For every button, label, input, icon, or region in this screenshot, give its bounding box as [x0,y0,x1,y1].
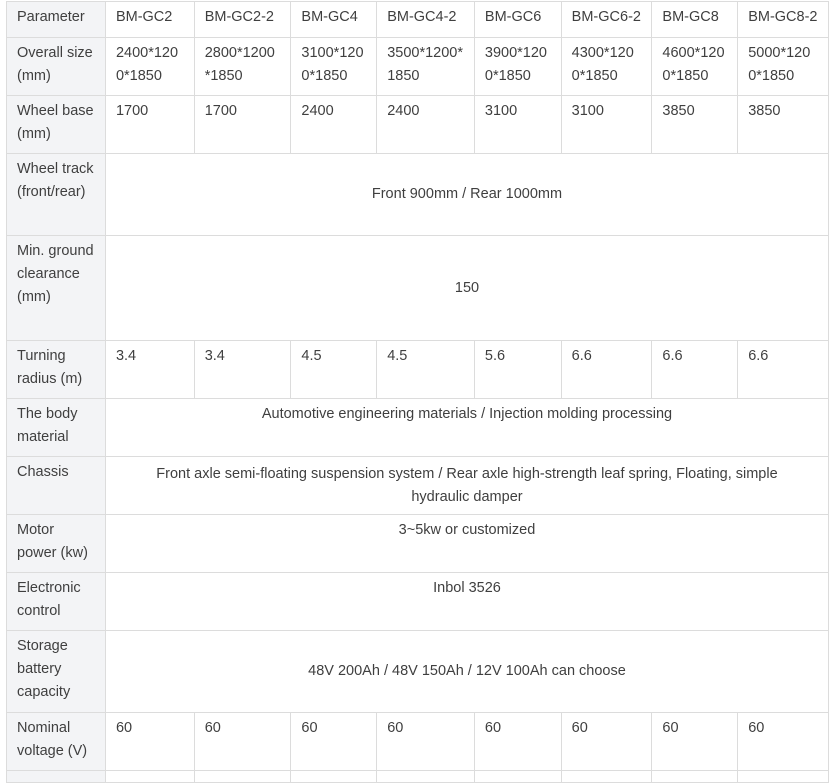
table-row-partial [7,771,829,783]
table-cell: 3850 [738,96,829,154]
table-cell: 5000*1200*1850 [738,38,829,96]
header-cell-model: BM-GC4 [291,2,377,38]
table-cell: 6.6 [652,341,738,399]
row-label: Min. ground clearance (mm) [7,236,106,341]
table-row-turning-radius [7,341,829,399]
table-cell: 1700 [105,96,194,154]
table-cell-merged: Front 900mm / Rear 1000mm [105,154,828,236]
table-cell-merged: Front axle semi-floating suspension system / Rear axle high-strength leaf spring, Floating, simple hydraulic damper [105,457,828,515]
row-label: Electronic control [7,573,106,631]
table-cell: 60 [652,713,738,771]
row-label: Wheel base (mm) [7,96,106,154]
row-label: Chassis [7,457,106,515]
row-label: Wheel track (front/rear) [7,154,106,236]
table-cell: 3100*1200*1850 [291,38,377,96]
row-label: Motor power (kw) [7,515,106,573]
table-row-motor-power [7,515,829,573]
table-cell: 1700 [194,96,291,154]
table-cell: 60 [377,713,475,771]
header-cell-model: BM-GC2-2 [194,2,291,38]
table-cell: 3900*1200*1850 [474,38,561,96]
table-cell: 3100 [561,96,652,154]
header-cell-model: BM-GC4-2 [377,2,475,38]
table-cell: 3100 [474,96,561,154]
table-cell: 6.6 [738,341,829,399]
table-cell: 5.6 [474,341,561,399]
row-label: Storage battery capacity [7,631,106,713]
header-cell-parameter: Parameter [7,2,106,38]
row-label: Overall size (mm) [7,38,106,96]
table-cell: 2400 [377,96,475,154]
header-cell-model: BM-GC6 [474,2,561,38]
table-cell [474,771,561,783]
spec-table [6,1,829,783]
table-cell: 4.5 [291,341,377,399]
table-cell [105,771,194,783]
table-cell [738,771,829,783]
table-cell-merged: 150 [105,236,828,341]
table-row-wheel-base [7,96,829,154]
header-cell-model: BM-GC6-2 [561,2,652,38]
table-cell-merged: Inbol 3526 [105,573,828,631]
table-cell: 60 [194,713,291,771]
table-cell-merged: 48V 200Ah / 48V 150Ah / 12V 100Ah can choose [105,631,828,713]
table-cell: 60 [738,713,829,771]
table-row-wheel-track [7,154,829,236]
table-cell: 3.4 [194,341,291,399]
header-cell-model: BM-GC8-2 [738,2,829,38]
table-row-nominal-voltage [7,713,829,771]
table-cell: 2400 [291,96,377,154]
spec-table-container [6,1,829,783]
table-cell: 2800*1200*1850 [194,38,291,96]
table-cell [561,771,652,783]
table-cell: 4300*1200*1850 [561,38,652,96]
table-row-battery-capacity [7,631,829,713]
table-cell: 60 [291,713,377,771]
row-label: The body material [7,399,106,457]
table-row-ground-clearance [7,236,829,341]
header-cell-model: BM-GC8 [652,2,738,38]
table-cell: 60 [474,713,561,771]
table-cell [377,771,475,783]
table-cell: 3850 [652,96,738,154]
table-cell: 6.6 [561,341,652,399]
table-cell: 60 [105,713,194,771]
table-header-row [7,2,829,38]
table-row-electronic-control [7,573,829,631]
table-cell [652,771,738,783]
table-cell: 3500*1200*1850 [377,38,475,96]
row-label: Turning radius (m) [7,341,106,399]
table-cell: 2400*1200*1850 [105,38,194,96]
table-row-overall-size [7,38,829,96]
table-row-chassis [7,457,829,515]
table-cell: 4.5 [377,341,475,399]
row-label: Nominal voltage (V) [7,713,106,771]
table-cell-merged: 3~5kw or customized [105,515,828,573]
table-cell: 4600*1200*1850 [652,38,738,96]
header-cell-model: BM-GC2 [105,2,194,38]
table-row-body-material [7,399,829,457]
table-cell [194,771,291,783]
row-label [7,771,106,783]
table-cell-merged: Automotive engineering materials / Injection molding processing [105,399,828,457]
table-cell: 60 [561,713,652,771]
table-cell [291,771,377,783]
table-cell: 3.4 [105,341,194,399]
